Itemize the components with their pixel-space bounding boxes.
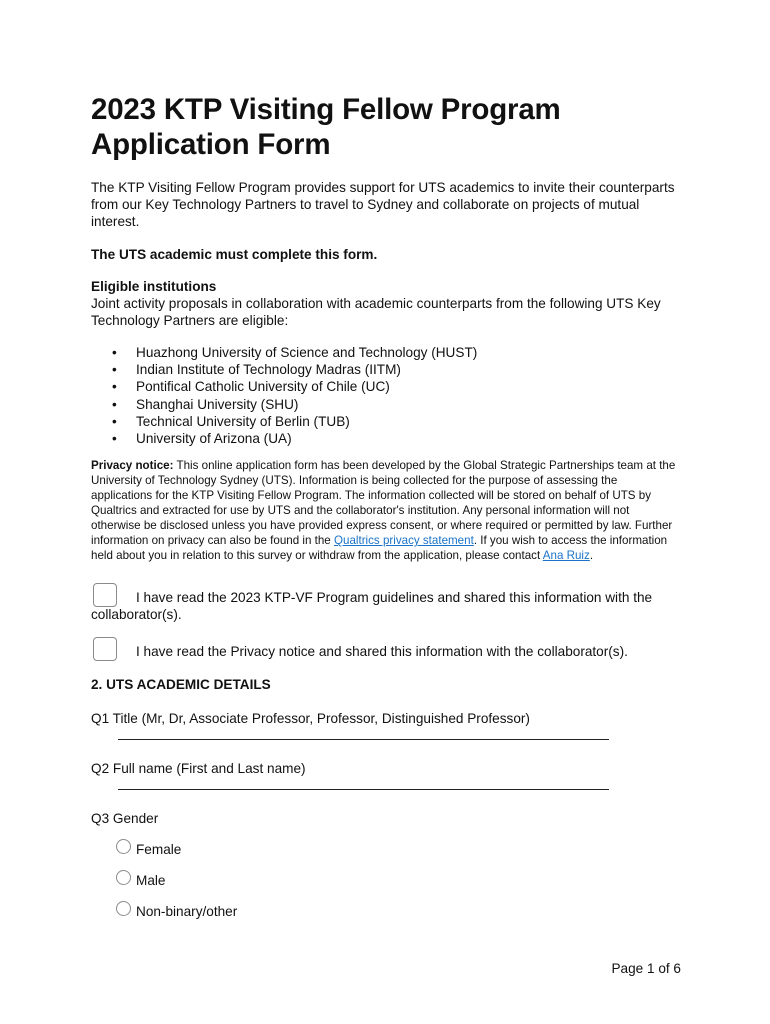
list-item <box>91 378 681 395</box>
privacy-text-2: . If you wish to access the information held about you in relation to this survey or withdraw from the application, please contact <box>91 534 668 563</box>
bullet-icon: • <box>112 431 117 447</box>
question-title: Q1 Title (Mr, Dr, Associate Professor, Professor, Distinguished Professor) <box>91 711 530 727</box>
privacy-checkbox-label: I have read the Privacy notice and shared this information with the collaborator(s). <box>136 644 628 660</box>
form-title <box>91 92 681 162</box>
bullet-icon: • <box>112 362 117 378</box>
must-complete-note: The UTS academic must complete this form. <box>91 247 378 262</box>
ana-ruiz-link[interactable]: Ana Ruiz <box>542 549 590 563</box>
gender-option-male[interactable] <box>91 872 681 889</box>
bullet-icon: • <box>112 413 117 429</box>
bullet-icon: • <box>112 379 117 395</box>
guidelines-checkbox-label: I have read the 2023 KTP-VF Program guidelines and shared this information with the collaborator(s). <box>91 590 653 623</box>
page-number: Page 1 of 6 <box>611 961 681 976</box>
institution-name: Pontifical Catholic University of Chile (UC) <box>136 379 390 395</box>
institution-list <box>91 344 681 447</box>
eligible-text: Joint activity proposals in collaboration with academic counterparts from the following UTS Key Technology Partners are eligible: <box>91 296 661 328</box>
full-name-answer-line[interactable] <box>118 777 609 790</box>
list-item <box>91 361 681 378</box>
institution-name: Shanghai University (SHU) <box>136 396 299 412</box>
gender-option-female[interactable] <box>91 841 681 858</box>
title-line-1: 2023 KTP Visiting Fellow Program <box>91 93 561 126</box>
title-answer-line[interactable] <box>118 727 609 740</box>
radio-label: Female <box>136 842 182 858</box>
radio-label: Non-binary/other <box>136 904 238 920</box>
guidelines-acknowledgement <box>91 589 681 623</box>
privacy-acknowledgement <box>91 643 681 660</box>
institution-name: Huazhong University of Science and Technology (HUST) <box>136 345 478 360</box>
list-item <box>91 430 681 447</box>
radio-button[interactable] <box>116 870 131 885</box>
question-full-name: Q2 Full name (First and Last name) <box>91 761 306 777</box>
bullet-icon: • <box>112 396 117 412</box>
title-line-2: Application Form <box>91 128 331 161</box>
institution-name: University of Arizona (UA) <box>136 431 292 447</box>
bullet-icon: • <box>112 345 117 360</box>
privacy-label: Privacy notice: <box>91 459 174 473</box>
list-item <box>91 344 681 361</box>
list-item <box>91 413 681 430</box>
guidelines-checkbox[interactable] <box>93 583 117 607</box>
qualtrics-privacy-link[interactable]: Qualtrics privacy statement <box>333 534 474 548</box>
privacy-notice <box>91 458 681 563</box>
privacy-text-1: This online application form has been developed by the Global Strategic Partnerships team at the University of Technology Sydney (UTS). Information is being collected for the purpose of assessing the applications for the KTP Visiting Fellow Program. The information collected will be stored on behalf of UTS by Qualtrics and extracted for use by UTS and the collaborator's institution. Any personal information will not otherwise be disclosed unless you have provided express consent, or where required or permitted by law. Further information on privacy can also be found in the <box>91 459 676 548</box>
privacy-checkbox[interactable] <box>93 637 117 661</box>
form-page <box>91 92 681 920</box>
radio-label: Male <box>136 873 166 889</box>
gender-option-non-binary[interactable] <box>91 903 681 920</box>
list-item <box>91 396 681 413</box>
radio-button[interactable] <box>116 839 131 854</box>
institution-name: Technical University of Berlin (TUB) <box>136 413 350 429</box>
radio-button[interactable] <box>116 901 131 916</box>
eligible-heading: Eligible institutions <box>91 279 217 294</box>
privacy-text-3: . <box>589 549 594 563</box>
section-heading: 2. UTS ACADEMIC DETAILS <box>91 677 271 693</box>
intro-paragraph: The KTP Visiting Fellow Program provides support for UTS academics to invite their counterparts from our Key Technology Partners to travel to Sydney and collaborate on projects of mutual interest. <box>91 180 675 229</box>
question-gender: Q3 Gender <box>91 811 159 827</box>
institution-name: Indian Institute of Technology Madras (IITM) <box>136 362 401 378</box>
